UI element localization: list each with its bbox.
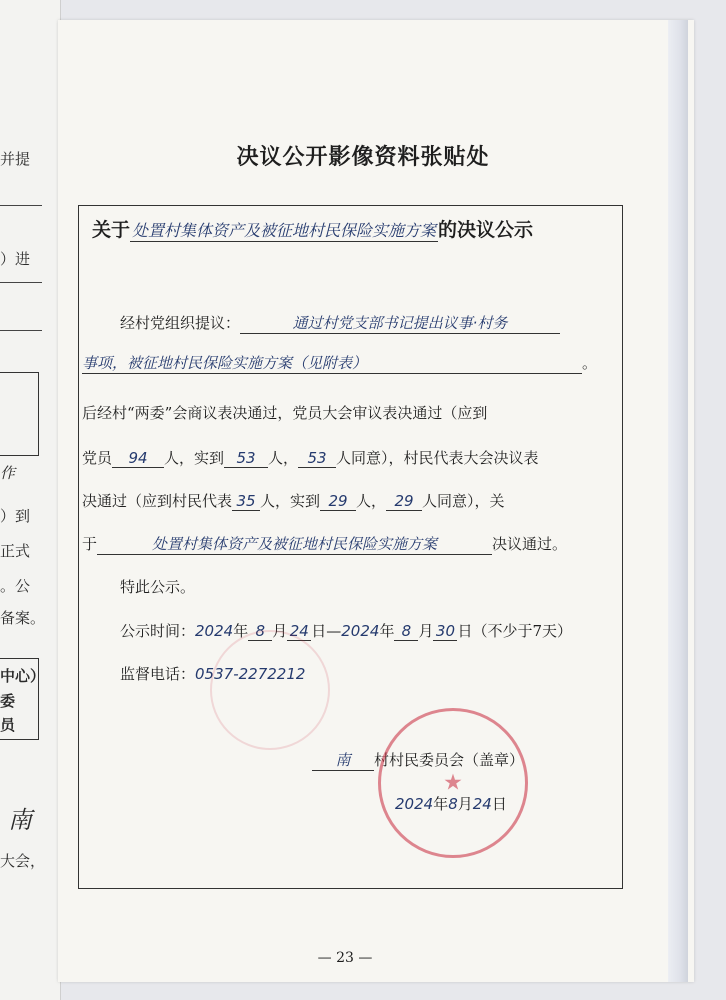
- official-seal-stamp: [378, 708, 528, 858]
- party-should: 94: [112, 449, 164, 468]
- rep-should: 35: [232, 492, 260, 511]
- party-mid1: 人，实到: [164, 449, 225, 467]
- period-m1: 8: [248, 622, 272, 641]
- sign-unit: 年: [433, 795, 449, 813]
- subtitle-prefix: 关于: [92, 219, 131, 241]
- left-fragment: 备案。: [0, 609, 46, 627]
- proposal-line: [120, 312, 560, 334]
- period-dash: —: [326, 622, 342, 640]
- party-prefix: 党员: [82, 449, 113, 467]
- proposal-line-2: 事项，被征地村民保险实施方案（见附表） 。: [82, 354, 598, 372]
- rep-mid1: 人，实到: [260, 492, 321, 510]
- subtitle-handwritten: 处置村集体资产及被征地村民保险实施方案: [130, 218, 438, 242]
- proposal-handwritten-1: 通过村党支部书记提出议事·村务: [240, 312, 560, 334]
- period-unit: 日: [311, 622, 327, 640]
- left-table-box: [0, 372, 39, 456]
- left-rule: [0, 282, 42, 283]
- left-fragment: ）进: [0, 250, 31, 268]
- left-fragment: 委: [0, 692, 16, 710]
- subtitle-suffix: 的决议公示: [438, 219, 534, 241]
- party-mid2: 人，: [268, 449, 299, 467]
- left-fragment: 南: [8, 806, 32, 834]
- party-suffix: 人同意），村民代表大会决议表: [336, 449, 539, 467]
- party-line: [82, 447, 539, 468]
- left-fragment: 大会，: [0, 852, 46, 870]
- left-fragment: ）到: [0, 507, 31, 525]
- period-unit: 月: [418, 622, 434, 640]
- sign-month: 8: [448, 795, 458, 813]
- about-prefix: 于: [82, 535, 98, 553]
- phone-label: 监督电话：: [120, 665, 196, 683]
- sign-year: 2024: [395, 795, 434, 813]
- period-label: 公示时间：: [120, 622, 196, 640]
- period-y1: 2024: [195, 622, 234, 640]
- left-rule: [0, 205, 42, 206]
- left-fragment: 并提: [0, 150, 31, 168]
- rep-agree: 29: [386, 492, 422, 511]
- party-agree: 53: [298, 449, 336, 468]
- period-d2: 30: [433, 622, 457, 641]
- page-title: 决议公开影像资料张贴处: [236, 144, 490, 170]
- notice-subtitle: [92, 215, 533, 242]
- left-fragment: 作: [0, 464, 16, 482]
- seal-ghost-mark: [210, 630, 330, 750]
- left-rule: [0, 330, 42, 331]
- period-line: [120, 620, 572, 641]
- period-y2: 2024: [341, 622, 380, 640]
- left-fragment: 中心）: [0, 667, 46, 685]
- rep-line: [82, 490, 505, 511]
- left-fragment: 员: [0, 716, 16, 734]
- period-unit: 月: [272, 622, 288, 640]
- sign-day: 24: [472, 795, 492, 813]
- period-d1: 24: [287, 622, 311, 641]
- rep-actual: 29: [320, 492, 356, 511]
- period-unit: 年: [379, 622, 395, 640]
- seal-star-icon: ★: [443, 770, 463, 796]
- committee-handwritten: 南: [312, 749, 374, 771]
- sign-unit: 月: [457, 795, 473, 813]
- period-unit: 年: [233, 622, 249, 640]
- proposal-label: 经村党组织提议：: [120, 314, 241, 332]
- sign-unit: 日: [491, 795, 507, 813]
- about-line: [82, 533, 567, 555]
- party-actual: 53: [224, 449, 268, 468]
- left-fragment: 正式: [0, 542, 31, 560]
- phone-handwritten: 0537-2272212: [195, 665, 306, 683]
- about-handwritten: 处置村集体资产及被征地村民保险实施方案: [97, 533, 492, 555]
- rep-prefix: 决通过（应到村民代表: [82, 492, 233, 510]
- about-suffix: 决议通过。: [492, 535, 568, 553]
- notice-line: 特此公示。: [120, 578, 196, 596]
- after-text-line: 后经村“两委”会商议表决通过，党员大会审议表决通过（应到: [82, 404, 488, 422]
- rep-mid2: 人，: [356, 492, 387, 510]
- committee-label: 村村民委员会（盖章）: [374, 751, 525, 769]
- left-fragment: 。公: [0, 577, 31, 595]
- sign-date-line: [395, 793, 507, 814]
- period-m2: 8: [394, 622, 418, 641]
- proposal-handwritten-2: 事项，被征地村民保险实施方案（见附表）: [82, 352, 582, 374]
- period-note: （不少于7天）: [472, 622, 573, 640]
- rep-suffix: 人同意），关: [422, 492, 505, 510]
- period-unit: 日: [457, 622, 473, 640]
- page-number: — 23 —: [317, 950, 373, 966]
